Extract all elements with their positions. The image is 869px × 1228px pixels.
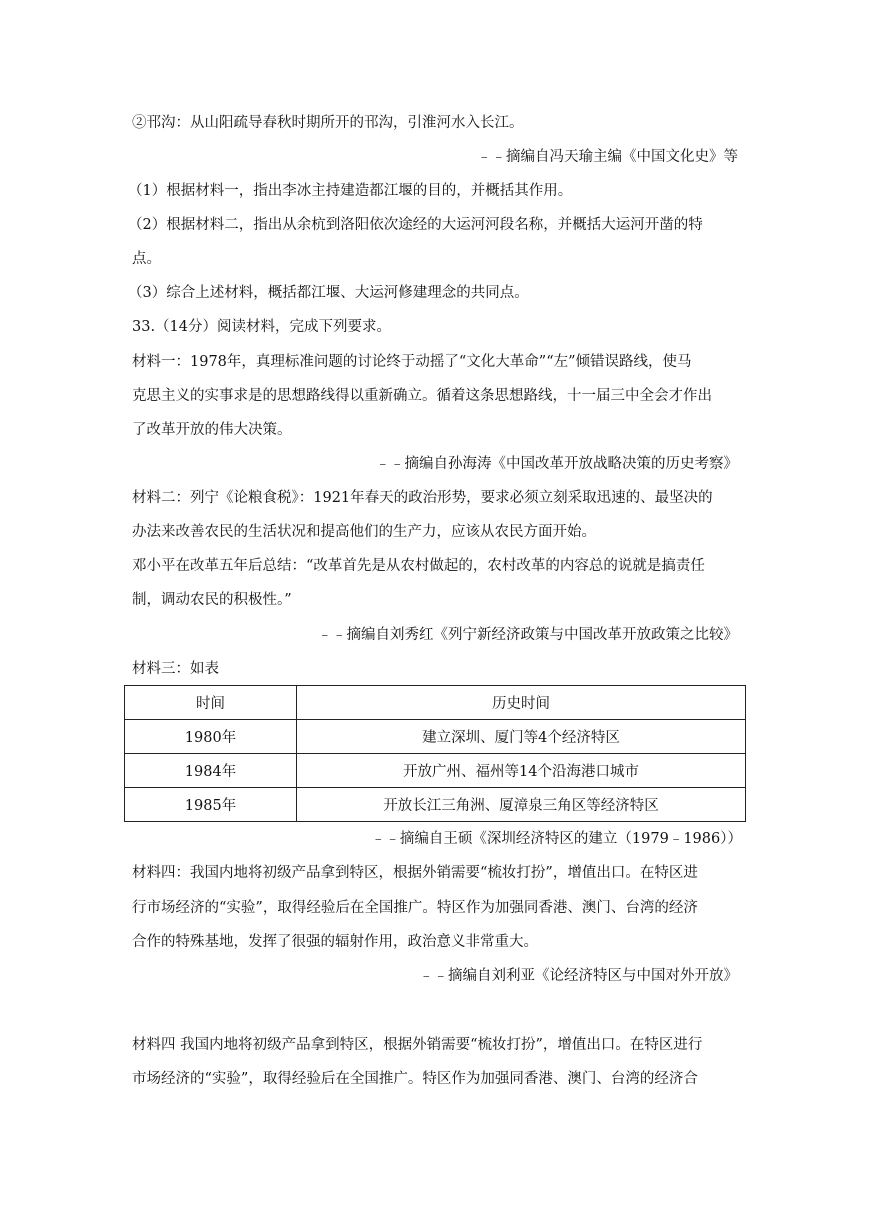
question-2-cont: 点。: [132, 251, 161, 267]
table-header-cell: 时间: [125, 686, 297, 720]
table-row: [125, 788, 746, 822]
source-citation: ﹣﹣摘编自刘利亚《论经济特区与中国对外开放》: [419, 968, 738, 984]
question-2: （2）根据材料二，指出从余杭到洛阳依次途经的大运河河段名称，并概括大运河开凿的特: [128, 217, 703, 233]
history-table: [124, 685, 746, 822]
material-2-line: 制，调动农民的积极性。”: [132, 592, 292, 608]
question-1: （1）根据材料一，指出李冰主持建造都江堰的目的，并概括其作用。: [128, 183, 573, 199]
material-4-line: 行市场经济的“实验”，取得经验后在全国推广。特区作为加强同香港、澳门、台湾的经济: [132, 900, 698, 916]
source-citation: ﹣﹣摘编自王硕《深圳经济特区的建立（1979﹣1986））: [370, 831, 742, 847]
source-citation: ﹣﹣摘编自刘秀红《列宁新经济政策与中国改革开放政策之比较》: [317, 627, 738, 643]
table-header-cell: 历史时间: [297, 686, 746, 720]
material-4-repeat-line: 市场经济的“实验”，取得经验后在全国推广。特区作为加强同香港、澳门、台湾的经济合: [132, 1071, 698, 1087]
material-4-line: 材料四：我国内地将初级产品拿到特区，根据外销需要“梳妆打扮”，增值出口。在特区进: [132, 865, 698, 881]
material-1-line: 克思主义的实事求是的思想路线得以重新确立。循着这条思想路线，十一届三中全会才作出: [132, 388, 712, 404]
table-row: [125, 720, 746, 754]
material-4-line: 合作的特殊基地，发挥了很强的辐射作用，政治意义非常重大。: [132, 934, 538, 950]
table-cell-year: 1985年: [125, 788, 297, 822]
table-header-row: [125, 686, 746, 720]
material-3-label: 材料三：如表: [132, 661, 219, 677]
table-cell-event: 开放广州、福州等14个沿海港口城市: [297, 754, 746, 788]
material-2-line: 邓小平在改革五年后总结：“改革首先是从农村做起的，农村改革的内容总的说就是搞责任: [132, 558, 705, 574]
material-4-repeat-line: 材料四 我国内地将初级产品拿到特区，根据外销需要“梳妆打扮”，增值出口。在特区进行: [132, 1037, 703, 1053]
table-cell-event: 开放长江三角洲、厦漳泉三角区等经济特区: [297, 788, 746, 822]
material-2-line: 办法来改善农民的生活状况和提高他们的生产力，应该从农民方面开始。: [132, 524, 596, 540]
material-1-line: 了改革开放的伟大决策。: [132, 422, 292, 438]
source-citation: ﹣﹣摘编自冯天瑜主编《中国文化史》等: [477, 149, 738, 165]
text-line: ②邗沟：从山阳疏导春秋时期所开的邗沟，引淮河水入长江。: [132, 115, 524, 131]
material-1-line: 材料一：1978年，真理标准问题的讨论终于动摇了“文化大革命”“左”倾错误路线，使马: [132, 354, 692, 370]
source-citation: ﹣﹣摘编自孙海涛《中国改革开放战略决策的历史考察》: [375, 456, 738, 472]
table-cell-event: 建立深圳、厦门等4个经济特区: [297, 720, 746, 754]
q33-heading: 33.（14分）阅读材料，完成下列要求。: [132, 319, 392, 335]
question-3: （3）综合上述材料，概括都江堰、大运河修建理念的共同点。: [128, 285, 529, 301]
table-cell-year: 1980年: [125, 720, 297, 754]
table-cell-year: 1984年: [125, 754, 297, 788]
table-row: [125, 754, 746, 788]
material-2-line: 材料二：列宁《论粮食税》：1921年春天的政治形势，要求必须立刻采取迅速的、最坚决的: [132, 490, 713, 506]
